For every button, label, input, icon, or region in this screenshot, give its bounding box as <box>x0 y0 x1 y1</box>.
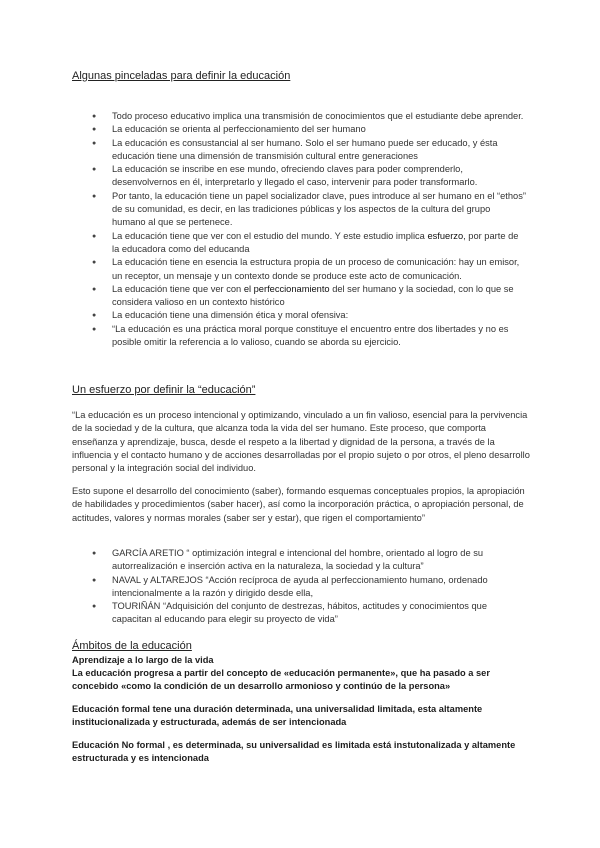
definition-paragraph-1: “La educación es un proceso intencional y optimizando, vinculado a un fin valioso, esencial para la pervivencia de la sociedad y de la cultura, que alcanza toda la vida del ser humano. Este proceso, que comporta enseñanza y aprendizaje, busca, desde el respeto a la libertad y dignidad de la persona, a través de la influencia y el contacto humano y de acciones desarrolladas por el propio sujeto o por otros, el pleno desarrollo personal y la integración social del individuo. <box>72 410 530 474</box>
authors-list <box>92 547 526 627</box>
list-item: ● NAVAL y ALTAREJOS “Acción recíproca de ayuda al perfeccionamiento humano, ordenado intencionalmente a la razón y dirigido desde ella, <box>92 574 526 601</box>
ambitos-paragraph-3: Educación No formal , es determinada, su universalidad es limitada está instutonalizada y altamente estructurada y es intencionada <box>72 740 516 764</box>
list-item: ● TOURIÑÁN “Adquisición del conjunto de destrezas, hábitos, actitudes y conocimientos que capacitan al educando para elegir su proyecto de vida” <box>92 600 526 627</box>
section-title-ambitos: Ámbitos de la educación <box>72 640 192 652</box>
list-item: ● Todo proceso educativo implica una transmisión de conocimientos que el estudiante debe aprender. <box>92 110 526 123</box>
list-item: ● La educación tiene que ver con el perfeccionamiento del ser humano y la sociedad, con lo que se considera valioso en un contexto histórico <box>92 283 526 310</box>
list-item: ● La educación tiene una dimensión ética y moral ofensiva: <box>92 309 526 322</box>
list-item: ● La educación tiene en esencia la estructura propia de un proceso de comunicación: hay un emisor, un receptor, un mensaje y un contexto donde se produce este acto de comunicación. <box>92 256 526 283</box>
list-item: ● “La educación es una práctica moral porque constituye el encuentro entre dos libertades y no es posible omitir la referencia a lo valioso, cuando se aborda su ejercicio. <box>92 323 526 350</box>
list-item: ● La educación se inscribe en ese mundo, ofreciendo claves para poder comprenderlo, desenvolvernos en él, interpretarlo y llegado el caso, intervenir para poder transformarlo. <box>92 163 526 190</box>
list-item: ● La educación se orienta al perfeccionamiento del ser humano <box>92 123 526 136</box>
highlight-esfuerzo: esfuerzo <box>427 230 464 241</box>
highlight-perfeccionamiento: el perfeccionamiento <box>243 283 330 294</box>
ambitos-paragraph-1: La educación progresa a partir del concepto de «educación permanente», que ha pasado a ser concebido «como la condición de un desarrollo armonioso y continúo de la persona» <box>72 668 490 692</box>
list-item: ● Por tanto, la educación tiene un papel socializador clave, pues introduce al ser humano en el “ethos” de su comunidad, es decir, en las tradiciones públicas y los aspectos de la cultura del grupo humano al que se pertenece. <box>92 190 526 230</box>
pinceladas-list <box>92 110 526 349</box>
subtitle-aprendizaje: Aprendizaje a lo largo de la vida <box>72 655 214 665</box>
definition-paragraph-2: Esto supone el desarrollo del conocimiento (saber), formando esquemas conceptuales propios, la apropiación de habilidades y procedimientos (saber hacer), así como la incorporación práctica, o apropiación personal, de actitudes, valores y normas morales (saber ser y estar), que rigen el comportamiento” <box>72 486 525 523</box>
list-item: ● La educación tiene que ver con el estudio del mundo. Y este estudio implica esfuerzo, por parte de la educadora como del educanda <box>92 230 526 257</box>
ambitos-paragraph-2: Educación formal tene una duración determinada, una universalidad limitada, esta altamente institucionalizada y estructurada, además de ser intencionada <box>72 704 483 728</box>
list-item: ● La educación es consustancial al ser humano. Solo el ser humano puede ser educado, y ésta educación tiene una dimensión de transmisión cultural entre generaciones <box>92 137 526 164</box>
list-item: ● GARCÍA ARETIO “ optimización integral e intencional del hombre, orientado al logro de su autorrealización e inserción activa en la naturaleza, la sociedad y la cultura” <box>92 547 526 574</box>
section-title-esfuerzo: Un esfuerzo por definir la “educación” <box>72 384 256 396</box>
section-title-pinceladas: Algunas pinceladas para definir la educación <box>72 70 291 82</box>
